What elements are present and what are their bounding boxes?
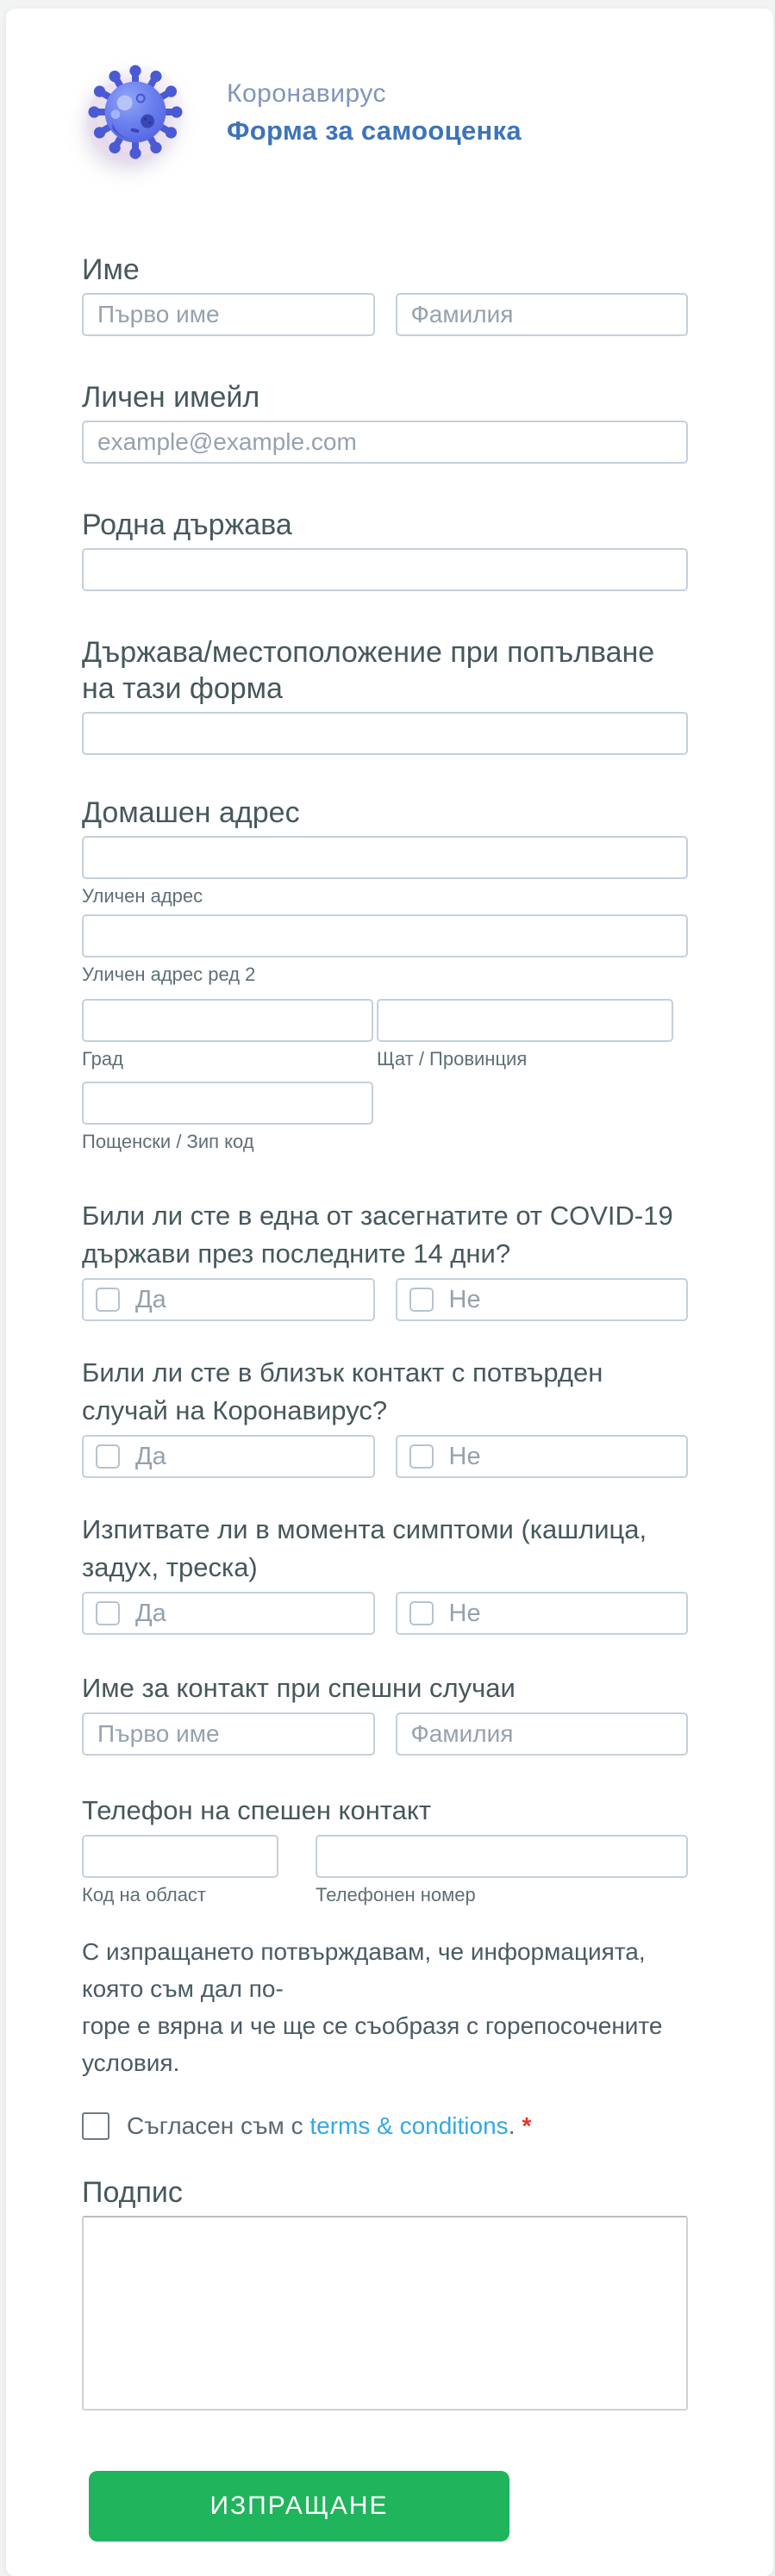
- q-countries-yes-option[interactable]: [82, 1278, 375, 1321]
- terms-prefix: Съгласен съм с: [127, 2112, 310, 2139]
- question-countries-label: Били ли сте в една от засегнатите от COVID-19 държави през последните 14 дни?: [82, 1201, 673, 1269]
- coronavirus-icon: [82, 59, 189, 165]
- q-countries-yes-label: Да: [135, 1285, 166, 1313]
- q-symptoms-yes-option[interactable]: [82, 1592, 375, 1635]
- checkbox-icon[interactable]: [96, 1444, 120, 1469]
- emergency-name-label: Име за контакт при спешни случаи: [82, 1673, 516, 1703]
- form-title-line1: Коронавирус: [227, 79, 386, 108]
- city-input[interactable]: [82, 999, 373, 1042]
- address-label: Домашен адрес: [82, 796, 300, 829]
- state-input[interactable]: [377, 999, 673, 1042]
- street-address2-sublabel: Уличен адрес ред 2: [82, 964, 256, 985]
- form-header: [82, 59, 688, 165]
- q-contact-yes-label: Да: [135, 1442, 166, 1470]
- q-symptoms-no-option[interactable]: [396, 1592, 689, 1635]
- q-contact-no-option[interactable]: [396, 1435, 689, 1478]
- question-symptoms-label: Изпитвате ли в момента симптоми (кашлица, задух, треска): [82, 1514, 647, 1582]
- checkbox-icon[interactable]: [409, 1601, 434, 1625]
- checkbox-icon[interactable]: [409, 1444, 434, 1469]
- section-name: [82, 252, 688, 336]
- checkbox-icon[interactable]: [96, 1288, 120, 1312]
- street-address-input[interactable]: [82, 836, 688, 879]
- terms-agreement-text: [127, 2112, 531, 2140]
- section-question-countries: [82, 1197, 688, 1321]
- required-asterisk: *: [522, 2112, 532, 2139]
- checkbox-icon[interactable]: [96, 1601, 120, 1625]
- submit-button[interactable]: ИЗПРАЩАНЕ: [89, 2471, 509, 2542]
- current-country-input[interactable]: [82, 712, 688, 755]
- state-sublabel: Щат / Провинция: [377, 1048, 528, 1070]
- phone-number-sublabel: Телефонен номер: [316, 1884, 476, 1905]
- terms-agreement-row[interactable]: [82, 2112, 688, 2140]
- section-question-contact: [82, 1354, 688, 1478]
- form-title-line2: Форма за самооценка: [227, 115, 522, 146]
- consent-statement-line1: С изпращането потвърждавам, че информацията, която съм дал по-: [82, 1938, 646, 2002]
- section-emergency-phone: [82, 1792, 688, 1907]
- form-card: [6, 9, 773, 2576]
- phone-number-input[interactable]: [316, 1835, 688, 1878]
- first-name-input[interactable]: [82, 293, 375, 336]
- section-current-country: [82, 634, 688, 755]
- zip-sublabel: Пощенски / Зип код: [82, 1131, 254, 1152]
- current-country-label: Държава/местоположение при попълване на тази форма: [82, 636, 655, 705]
- terms-conditions-link[interactable]: terms & conditions: [309, 2112, 509, 2139]
- emergency-last-name-input[interactable]: [396, 1712, 689, 1756]
- signature-pad[interactable]: [82, 2216, 688, 2411]
- q-symptoms-no-label: Не: [448, 1599, 481, 1627]
- last-name-input[interactable]: [396, 293, 689, 336]
- area-code-sublabel: Код на област: [82, 1884, 207, 1905]
- form-titles: [227, 59, 522, 150]
- home-country-label: Родна държава: [82, 508, 292, 541]
- section-emergency-name: [82, 1669, 688, 1756]
- street-address-sublabel: Уличен адрес: [82, 885, 203, 907]
- checkbox-icon[interactable]: [409, 1288, 434, 1312]
- section-email: [82, 379, 688, 464]
- section-question-symptoms: [82, 1511, 688, 1635]
- emergency-phone-label: Телефон на спешен контакт: [82, 1795, 432, 1825]
- q-contact-no-label: Не: [448, 1442, 481, 1470]
- signature-label: Подпис: [82, 2176, 183, 2209]
- city-sublabel: Град: [82, 1048, 123, 1070]
- q-countries-no-option[interactable]: [396, 1278, 689, 1321]
- street-address2-input[interactable]: [82, 914, 688, 957]
- section-home-country: [82, 507, 688, 591]
- question-contact-label: Били ли сте в близък контакт с потвърден случай на Коронавирус?: [82, 1357, 603, 1425]
- name-label: Име: [82, 253, 140, 286]
- email-label: Личен имейл: [82, 381, 260, 414]
- section-signature: [82, 2174, 688, 2411]
- area-code-input[interactable]: [82, 1835, 278, 1878]
- q-countries-no-label: Не: [448, 1285, 481, 1313]
- consent-statement: [82, 1933, 688, 2081]
- q-contact-yes-option[interactable]: [82, 1435, 375, 1478]
- section-address: [82, 795, 688, 1154]
- terms-suffix: .: [508, 2112, 516, 2139]
- emergency-first-name-input[interactable]: [82, 1712, 375, 1756]
- terms-checkbox[interactable]: [82, 2112, 109, 2140]
- email-input[interactable]: [82, 421, 688, 464]
- consent-statement-line2: горе е вярна и че ще се съобразя с горепосочените условия.: [82, 2012, 663, 2076]
- zip-input[interactable]: [82, 1082, 373, 1125]
- q-symptoms-yes-label: Да: [135, 1599, 166, 1627]
- home-country-input[interactable]: [82, 548, 688, 591]
